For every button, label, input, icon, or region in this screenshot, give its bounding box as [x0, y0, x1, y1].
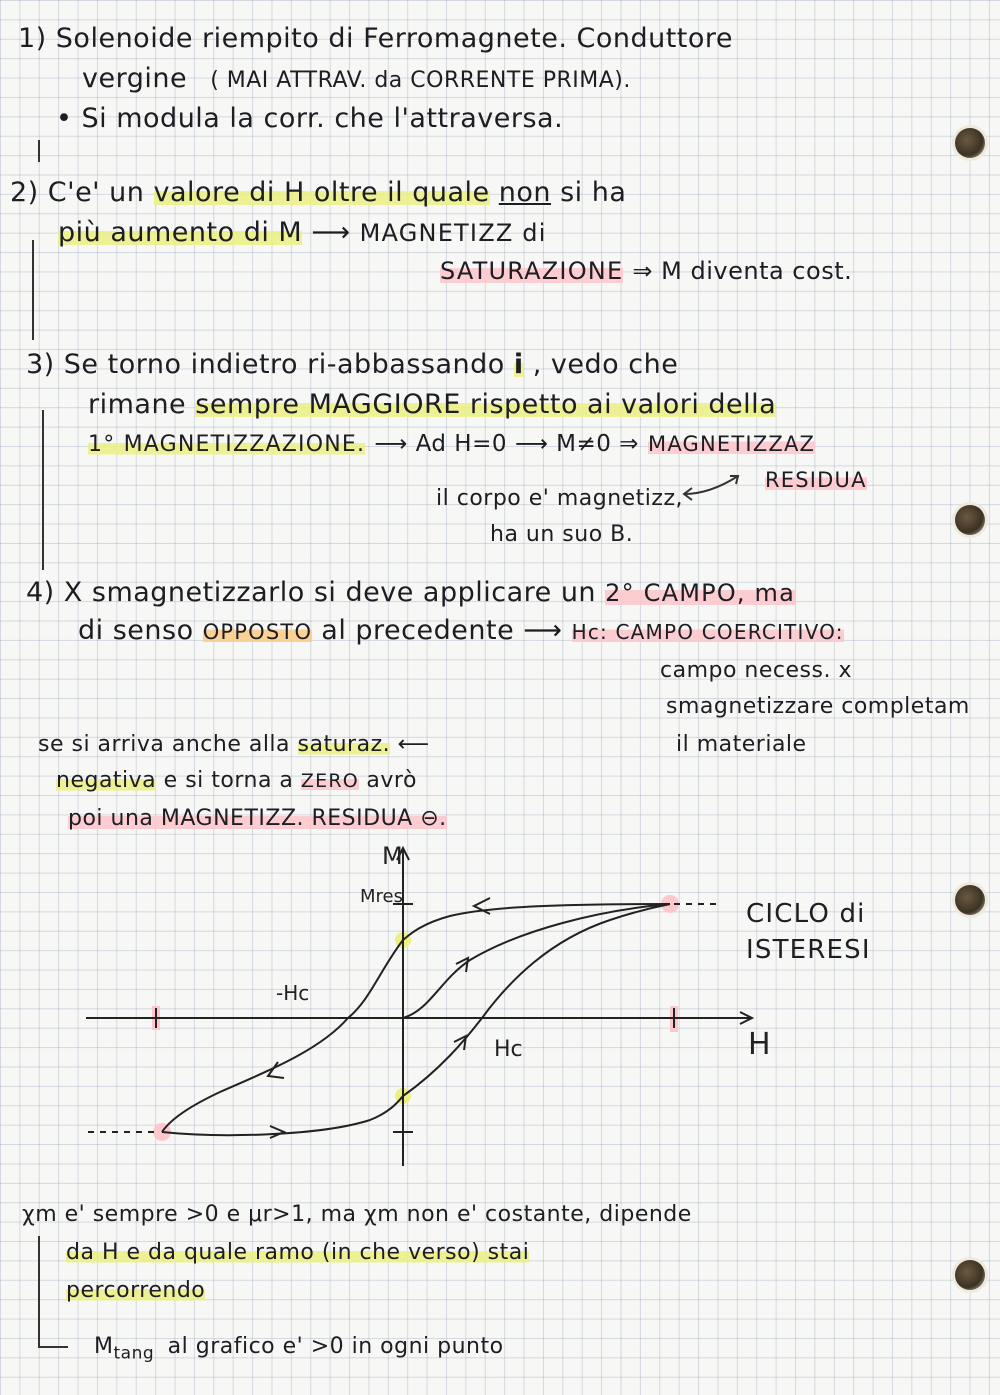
arrow-text: ⟶	[311, 217, 351, 248]
note-text: il materiale	[676, 732, 807, 757]
m-axis-label: M	[382, 842, 403, 870]
note-text: campo necess. x	[660, 658, 852, 683]
binder-hole	[955, 1260, 985, 1290]
note-1-line-1	[18, 22, 733, 56]
note-3-line-6	[490, 518, 633, 552]
note-text: 4) X smagnetizzarlo si deve applicare un	[26, 577, 597, 608]
note-text: 3) Se torno indietro ri-abbassando	[26, 349, 505, 380]
note-2-line-2	[58, 216, 547, 250]
note-text: sempre MAGGIORE rispetto ai valori della	[195, 389, 777, 420]
ascending-branch	[162, 904, 670, 1135]
note-text: se si arriva anche alla	[38, 732, 291, 757]
note-text: ( MAI ATTRAV. da CORRENTE PRIMA).	[210, 68, 631, 93]
bottom-line-1	[22, 1198, 692, 1232]
note-3-line-1	[26, 348, 678, 382]
note-text: si ha	[560, 177, 627, 208]
binder-hole	[955, 128, 985, 158]
note-4-line-1	[26, 576, 795, 610]
note-text: al grafico e' >0 in ogni punto	[167, 1334, 504, 1359]
note-text: non	[498, 177, 552, 208]
note-5-line-2	[56, 764, 417, 798]
note-text: 2° CAMPO, ma	[605, 579, 796, 607]
note-2-line-3	[440, 254, 852, 288]
note-text: MAGNETIZZAZ	[648, 432, 816, 456]
note-4-line-2	[78, 614, 844, 649]
note-text: al precedente ⟶	[321, 615, 563, 646]
arrow-text: ⟵	[397, 732, 430, 757]
direction-arrow	[270, 1126, 284, 1138]
note-text: RESIDUA	[765, 468, 867, 492]
note-text: ZERO	[300, 770, 359, 792]
hysteresis-graph	[70, 840, 790, 1180]
note-text: percorrendo	[66, 1278, 206, 1303]
note-4-line-4	[666, 690, 970, 724]
neg-hc-label: -Hc	[276, 981, 310, 1005]
note-text: ha un suo B.	[490, 522, 634, 547]
note-subscript: tang	[113, 1343, 155, 1364]
note-1-line-2	[82, 62, 631, 98]
note-text: di senso	[78, 615, 194, 646]
note-5-line-1	[38, 728, 430, 762]
note-text: ⟶ Ad H=0 ⟶ M≠0 ⇒	[374, 431, 639, 457]
note-text: da H e da quale ramo (in che verso) stai	[66, 1240, 530, 1265]
note-text: e si torna a	[163, 768, 294, 793]
note-3-line-5	[436, 482, 683, 516]
flow-arrow	[38, 140, 40, 162]
note-4-line-3	[660, 654, 852, 688]
note-4-line-5	[676, 728, 807, 762]
bottom-line-2	[66, 1236, 529, 1270]
note-text: MAGNETIZZ di	[359, 219, 547, 247]
note-3-line-4	[765, 462, 867, 497]
annotation-arrow	[680, 468, 760, 508]
flow-arrow	[32, 240, 34, 340]
note-text: vergine	[82, 63, 188, 94]
note-text: 1) Solenoide riempito di Ferromagnete. Conduttore	[18, 23, 734, 54]
note-text: SATURAZIONE	[440, 257, 624, 285]
hc-label: Hc	[494, 1037, 523, 1062]
note-text: M	[94, 1334, 114, 1359]
note-2-line-1	[10, 176, 626, 210]
note-text: 2) C'e' un	[10, 177, 145, 208]
bottom-line-4	[94, 1330, 504, 1370]
bottom-line-3	[66, 1274, 205, 1308]
note-text: saturaz.	[297, 732, 391, 757]
note-text: , vedo che	[532, 349, 679, 380]
note-text: rimane	[88, 389, 187, 420]
note-text: negativa	[56, 768, 157, 793]
bottom-bracket	[38, 1236, 68, 1348]
note-1-line-3	[56, 102, 563, 136]
mres-label: Mres	[360, 886, 403, 907]
note-3-line-2	[88, 388, 776, 422]
note-text: ⇒ M diventa cost.	[632, 257, 853, 285]
note-5-line-3	[68, 802, 447, 836]
note-text: χm e' sempre >0 e μr>1, ma χm non e' costante, dipende	[22, 1202, 692, 1227]
h-axis-label: H	[748, 1027, 771, 1062]
note-text: avrò	[366, 768, 417, 793]
note-text: più aumento di M	[58, 217, 303, 248]
note-text: OPPOSTO	[202, 620, 313, 644]
graph-title-line-2: ISTERESI	[746, 935, 871, 965]
note-3-line-3	[88, 426, 815, 462]
note-text: i	[513, 349, 524, 380]
note-text: Hc: CAMPO COERCITIVO:	[571, 620, 844, 644]
graph-title-line-1: CICLO di	[746, 899, 866, 929]
note-text: valore di H oltre il quale	[153, 177, 490, 208]
flow-arrow	[42, 410, 44, 570]
binder-hole	[955, 505, 985, 535]
note-text: 1° MAGNETIZZAZIONE.	[88, 432, 366, 457]
note-text: il corpo e' magnetizz,	[436, 486, 683, 511]
note-text: poi una MAGNETIZZ. RESIDUA ⊖.	[68, 806, 447, 831]
note-text: • Si modula la corr. che l'attraversa.	[56, 103, 564, 134]
note-text: smagnetizzare completam	[666, 694, 970, 719]
binder-hole	[955, 885, 985, 915]
graph-title	[746, 896, 871, 968]
